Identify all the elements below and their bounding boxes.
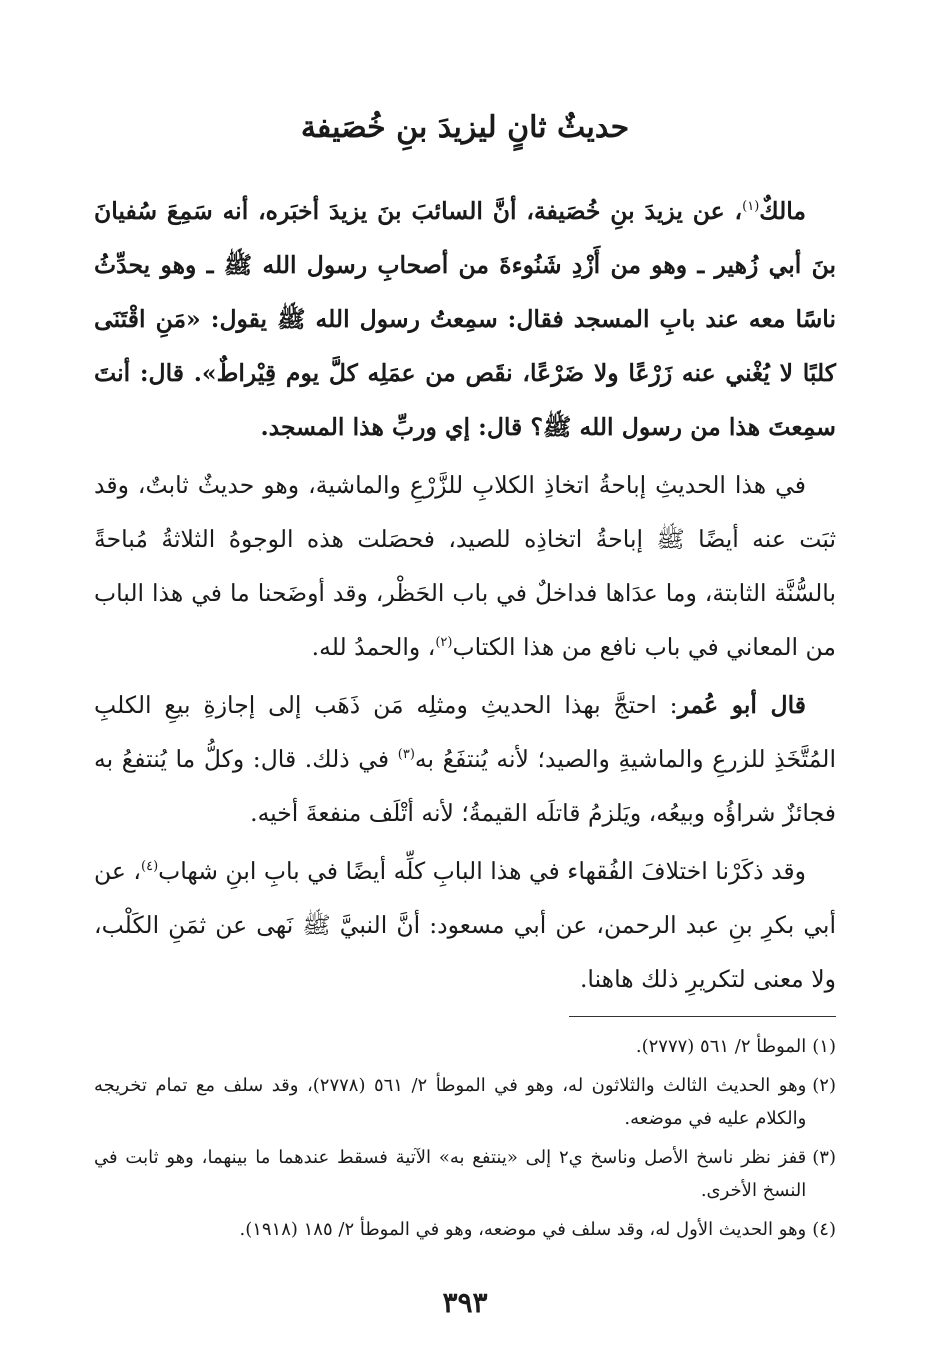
text-run: : احتجَّ بهذا الحديثِ ومثلِه مَن ذَهَب إلى إجازةِ بيعِ الكلبِ المُتَّخَذِ للزرعِ والماشيةِ والصيد؛ لأنه يُنتفَعُ به [94, 691, 836, 773]
footnote-text: وهو الحديث الثالث والثلاثون له، وهو في الموطأ ٢/ ٥٦١ (٢٧٧٨)، وقد سلف مع تمام تخريجه والكلام عليه في موضعه. [94, 1075, 807, 1129]
footnote-separator [569, 1016, 836, 1017]
speaker-name: قال أبو عُمر [677, 691, 806, 719]
footnote-text: قفز نظر ناسخ الأصل وناسخ ي٢ إلى «ينتفع به» الآتية فسقط عندهما ما بينهما، وهو ثابت في النسخ الأخرى. [94, 1147, 807, 1201]
page-number: ٣٩٣ [442, 1286, 488, 1319]
footnote-number: (٢) [812, 1075, 836, 1096]
footnotes [94, 1030, 836, 1252]
footnote-item [94, 1213, 836, 1246]
text-run: ، عن أبي بكرِ بنِ عبد الرحمن، عن أبي مسعود: أنَّ النبيَّ ﷺ نَهى عن ثمَنِ الكَلْب، ولا معنى لتكريرِ ذلك هاهنا. [94, 857, 836, 993]
footnote-item [94, 1069, 836, 1135]
footnote-text: وهو الحديث الأول له، وقد سلف في موضعه، وهو في الموطأ ٢/ ١٨٥ (١٩١٨). [239, 1219, 807, 1240]
text-run: مالكٌ [759, 197, 806, 225]
paragraph-commentary [94, 458, 836, 674]
paragraph-jurists [94, 844, 836, 1006]
footnote-marker: (٤) [141, 859, 159, 875]
footnote-item [94, 1030, 836, 1063]
page-title: حديثٌ ثانٍ ليزيدَ بنِ خُصَيفة [300, 110, 630, 145]
footnote-number: (١) [812, 1036, 836, 1057]
text-run: ، عن يزيدَ بنِ خُصَيفة، أنَّ السائبَ بنَ يزيدَ أخبَره، أنه سَمِعَ سُفيانَ بنَ أبي زُهير ـ وهو من أَزْدِ شَنُوءةَ من أصحابِ رسول الله ﷺ ـ وهو يحدِّثُ ناسًا معه عند بابِ المسجد فقال: سمِعتُ رسول الله ﷺ يقول: «مَنِ اقْتَنَى كلبًا لا يُغْني عنه زَرْعًا ولا ضَرْعًا، نقَص من عمَلِه كلَّ يوم قِيْراطٌ». قال: أنتَ سمِعتَ هذا من رسول الله ﷺ؟ قال: إي وربِّ هذا المسجد. [94, 197, 836, 441]
footnote-marker: (٢) [435, 635, 453, 651]
main-text [94, 184, 836, 1006]
footnote-marker: (٣) [397, 747, 415, 763]
footnote-marker: (١) [742, 199, 760, 215]
paragraph-abu-umar [94, 678, 836, 840]
book-page [94, 0, 836, 1372]
footnote-number: (٣) [812, 1147, 836, 1168]
text-run: ، والحمدُ لله. [311, 633, 436, 661]
text-run: وقد ذكَرْنا اختلافَ الفُقهاء في هذا البابِ كلِّه أيضًا في بابِ ابنِ شهاب [158, 857, 807, 885]
footnote-item [94, 1141, 836, 1207]
text-run: في ذلك. قال: وكلُّ ما يُنتفعُ به فجائزٌ شراؤُه وبيعُه، ويَلزمُ قاتلَه القيمةُ؛ لأنه أتْلَف منفعةَ أخيه. [94, 745, 836, 827]
text-run: في هذا الحديثِ إباحةُ اتخاذِ الكلابِ للزَّرْعِ والماشية، وهو حديثٌ ثابتٌ، وقد ثبَت عنه أيضًا ﷺ إباحةُ اتخاذِه للصيد، فحصَلت هذه الوجوهُ الثلاثةُ مُباحةً بالسُّنَّة الثابتة، وما عدَاها فداخلٌ في باب الحَظْر، وقد أوضَحنا ما في هذا الباب من المعاني في باب نافع من هذا الكتاب [94, 471, 836, 661]
paragraph-hadith [94, 184, 836, 454]
footnote-number: (٤) [812, 1219, 836, 1240]
footnote-text: الموطأ ٢/ ٥٦١ (٢٧٧٧). [635, 1036, 807, 1057]
